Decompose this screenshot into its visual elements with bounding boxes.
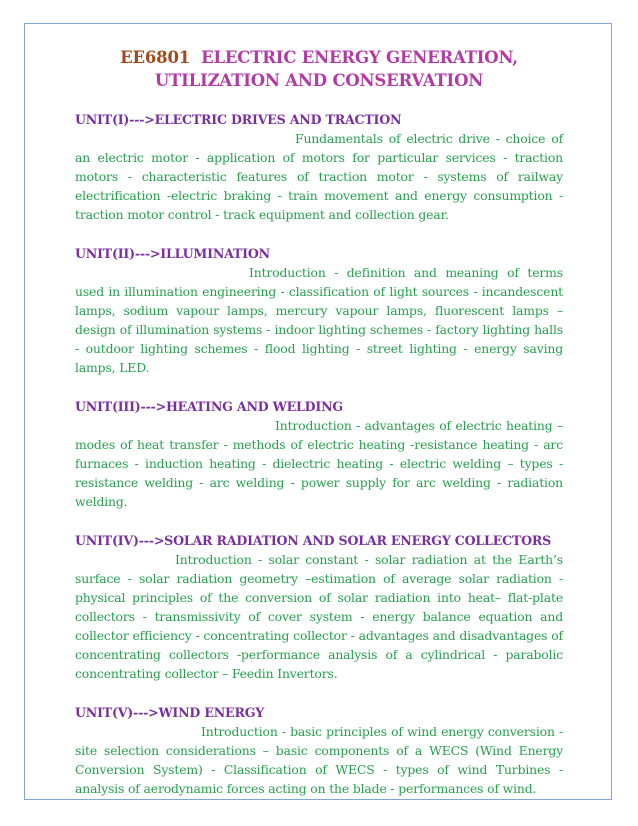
unit-heading: UNIT(I)--->ELECTRIC DRIVES AND TRACTION [75, 112, 402, 127]
unit-description: Introduction - basic principles of wind energy conversion - site selection considerations – basic components of a WECS (Wind Energy Conversion System) - Classification of WECS - types of wind Turbines - analysis of aerodynamic forces acting on the blade - performances of wind. [75, 724, 563, 796]
unit-section [75, 244, 563, 377]
unit-list [75, 110, 563, 798]
unit-section [75, 110, 563, 224]
unit-section [75, 703, 563, 798]
unit-heading: UNIT(IV)--->SOLAR RADIATION AND SOLAR ENERGY COLLECTORS [75, 533, 552, 548]
document-title [75, 46, 563, 92]
unit-section [75, 531, 563, 683]
syllabus-document [75, 46, 563, 798]
unit-heading: UNIT(III)--->HEATING AND WELDING [75, 399, 343, 414]
course-code: EE6801 [120, 48, 191, 67]
unit-heading: UNIT(V)--->WIND ENERGY [75, 705, 265, 720]
unit-heading: UNIT(II)--->ILLUMINATION [75, 246, 270, 261]
unit-description: Introduction - definition and meaning of terms used in illumination engineering - classification of light sources - incandescent lamps, sodium vapour lamps, mercury vapour lamps, fluorescent lamps – design of illumination systems - indoor lighting schemes - factory lighting halls - outdoor lighting schemes - flood lighting - street lighting - energy saving lamps, LED. [75, 265, 563, 375]
course-title: ELECTRIC ENERGY GENERATION, UTILIZATION AND CONSERVATION [154, 48, 518, 90]
unit-description: Introduction - solar constant - solar radiation at the Earth’s surface - solar radiation geometry –estimation of average solar radiation - physical principles of the conversion of solar radiation into heat– flat-plate collectors - transmissivity of cover system - energy balance equation and collector efficiency - concentrating collector - advantages and disadvantages of concentrating collectors -performance analysis of a cylindrical - parabolic concentrating collector – Feedin Invertors. [75, 552, 563, 681]
unit-description: Fundamentals of electric drive - choice of an electric motor - application of motors for particular services - traction motors - characteristic features of traction motor - systems of railway electrification -electric braking - train movement and energy consumption - traction motor control - track equipment and collection gear. [75, 131, 563, 222]
unit-description: Introduction - advantages of electric heating – modes of heat transfer - methods of electric heating -resistance heating - arc furnaces - induction heating - dielectric heating - electric welding – types - resistance welding - arc welding - power supply for arc welding - radiation welding. [75, 418, 563, 509]
unit-section [75, 397, 563, 511]
